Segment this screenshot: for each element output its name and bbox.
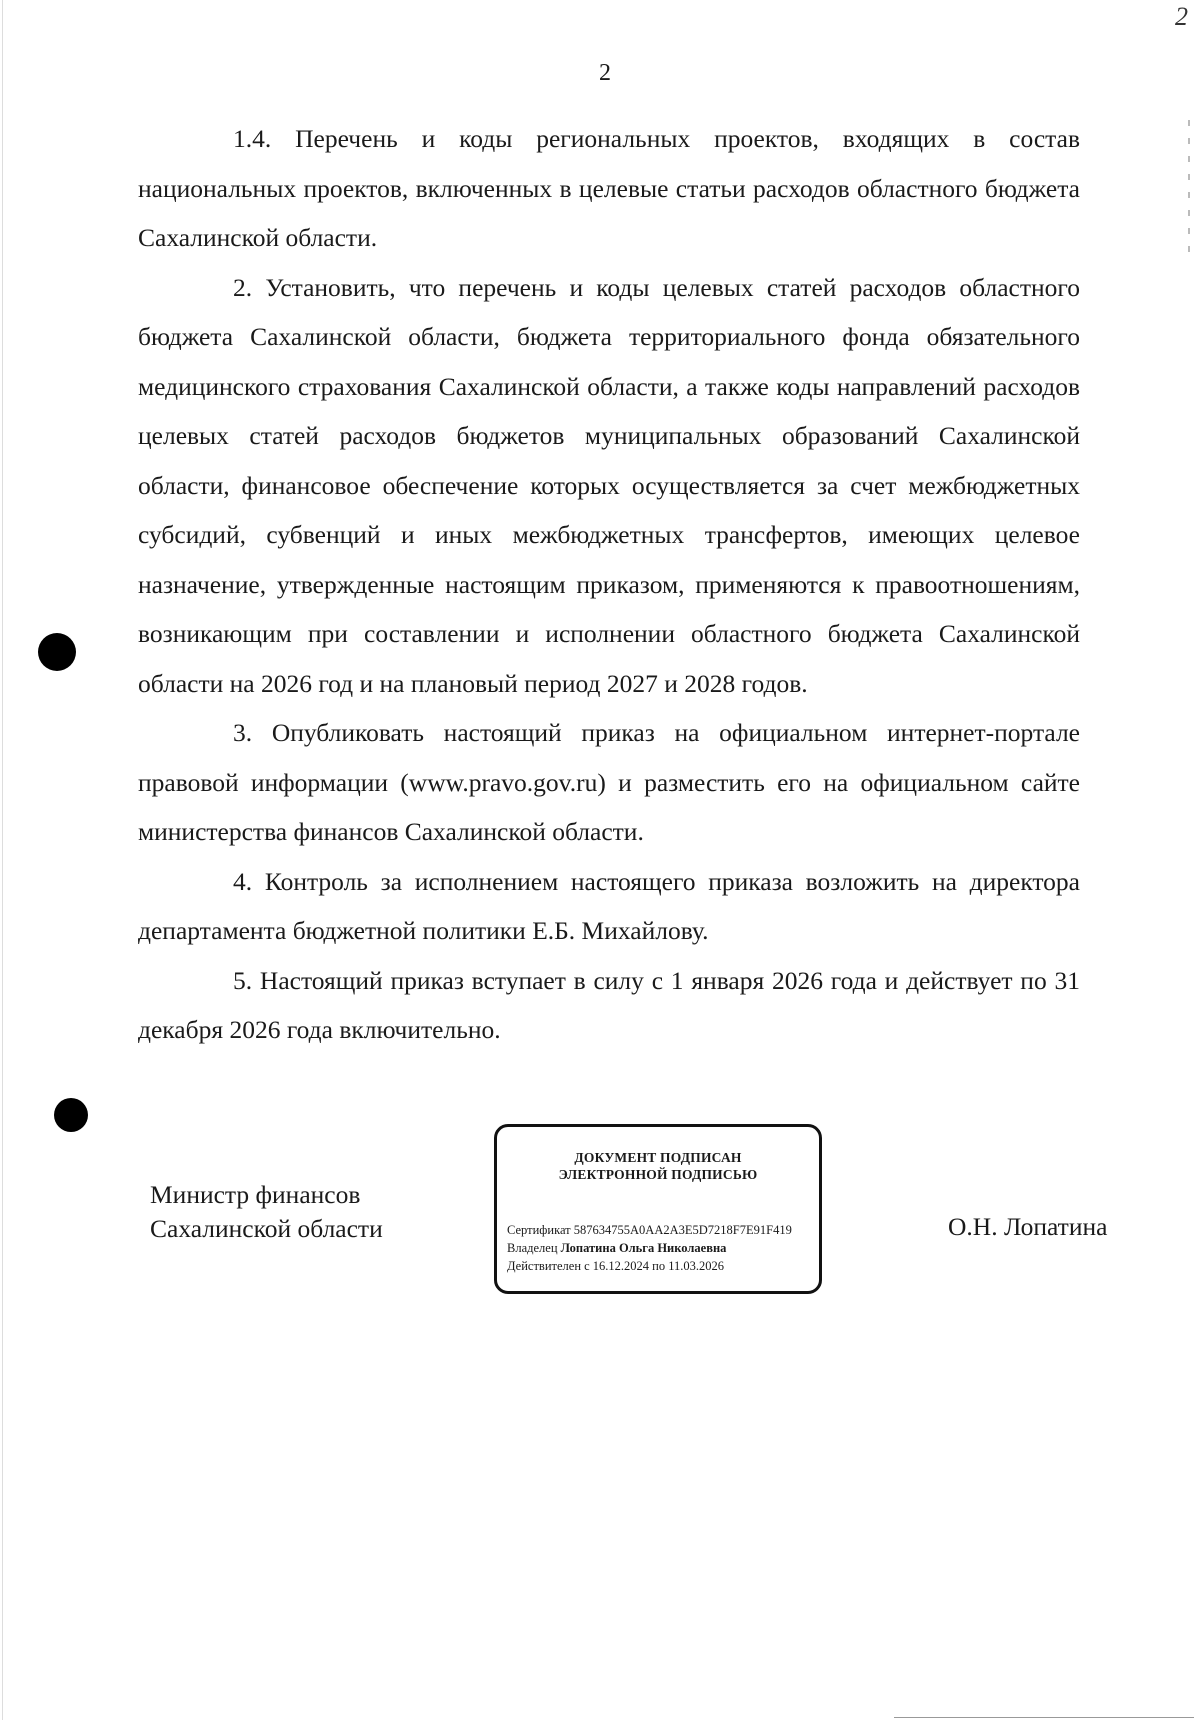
signer-position-line-2: Сахалинской области [150, 1214, 383, 1243]
hole-punch-mark [38, 633, 76, 671]
signer-name: О.Н. Лопатина [948, 1212, 1108, 1241]
stamp-certificate-line [507, 1221, 817, 1239]
paragraph-2: 2. Установить, что перечень и коды целевых статей расходов областного бюджета Сахалинской области, бюджета территориального фонда обязательного медицинского страхования Сахалинской области, а также коды направлений расходов целевых статей расходов бюджетов муниципальных образований Сахалинской области, финансовое обеспечение которых осуществляется за счет межбюджетных субсидий, субвенций и иных межбюджетных трансфертов, имеющих целевое назначение, утвержденные настоящим приказом, применяются к правоотношениям, возникающим при составлении и исполнении областного бюджета Сахалинской области на 2026 год и на плановый период 2027 и 2028 годов. [138, 272, 1080, 698]
stamp-header-line-2: ЭЛЕКТРОННОЙ ПОДПИСЬЮ [558, 1167, 758, 1182]
stamp-validity-line: Действителен с 16.12.2024 по 11.03.2026 [507, 1259, 725, 1273]
signature-block [0, 1120, 1200, 1320]
paragraph-5: 5. Настоящий приказ вступает в силу с 1 января 2026 года и действует по 31 декабря 2026 года включительно. [138, 965, 1080, 1044]
stamp-header-line-1: ДОКУМЕНТ ПОДПИСАН [574, 1150, 742, 1165]
scan-edge-bottom [894, 1717, 1194, 1718]
page-number: 2 [599, 60, 611, 86]
scan-edge-left [2, 0, 3, 1720]
electronic-signature-stamp [494, 1124, 822, 1294]
signer-position-line-1: Министр финансов [150, 1180, 361, 1209]
stamp-header [497, 1149, 819, 1183]
stamp-certificate-label: Сертификат [507, 1223, 571, 1237]
stamp-details [507, 1221, 817, 1275]
paragraph-1-4: 1.4. Перечень и коды региональных проектов, входящих в состав национальных проектов, включенных в целевые статьи расходов областного бюджета Сахалинской области. [138, 124, 1080, 252]
scan-edge-right [1188, 120, 1190, 260]
paragraph-3: 3. Опубликовать настоящий приказ на официальном интернет-портале правовой информации (www.pravo.gov.ru) и разместить его на официальном сайте министерства финансов Сахалинской области. [138, 718, 1080, 846]
corner-page-mark: 2 [1175, 2, 1188, 31]
stamp-owner-value: Лопатина Ольга Николаевна [560, 1241, 727, 1255]
stamp-certificate-value: 587634755A0AA2A3E5D7218F7E91F419 [573, 1223, 792, 1237]
stamp-owner-label: Владелец [507, 1241, 558, 1255]
document-body [138, 114, 1080, 1055]
paragraph-4: 4. Контроль за исполнением настоящего приказа возложить на директора департамента бюджетной политики Е.Б. Михайлову. [138, 866, 1080, 945]
signer-position [150, 1178, 383, 1246]
stamp-owner-line [507, 1239, 817, 1257]
